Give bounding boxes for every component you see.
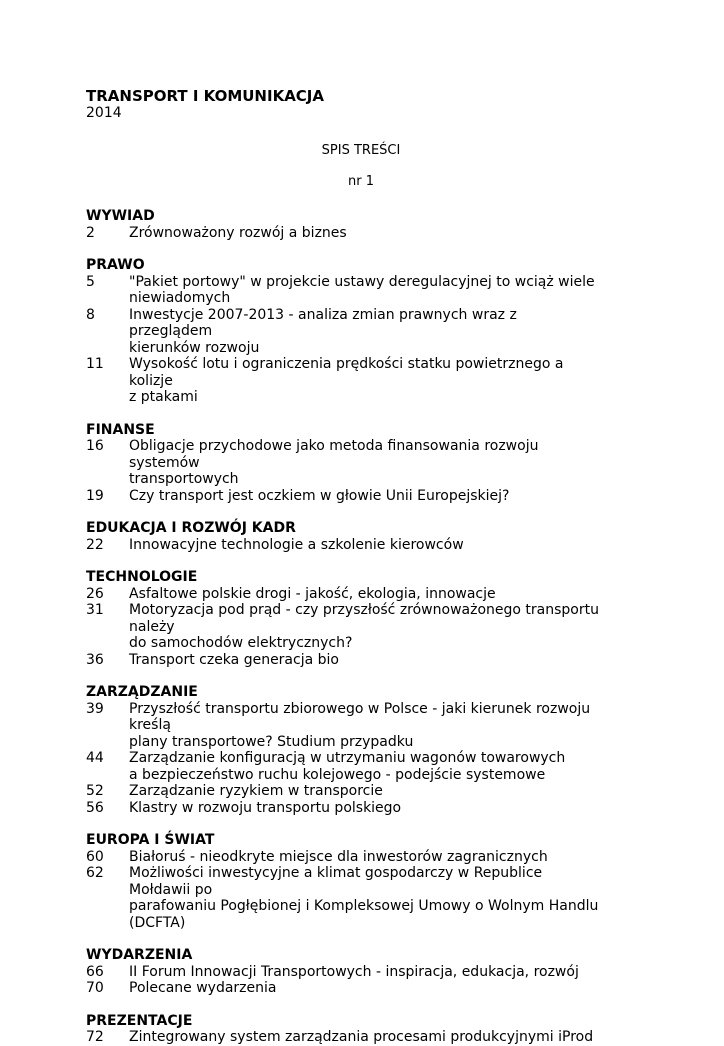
section-title: EUROPA I ŚWIAT	[86, 832, 215, 848]
section-title: FINANSE	[86, 421, 155, 438]
entry-title-line: Transport czeka generacja bio	[129, 651, 339, 668]
entry-title-line: "Pakiet portowy" w projekcie ustawy deregulacyjnej to wciąż wiele	[129, 273, 595, 290]
entry-page-number: 2	[86, 224, 95, 241]
entry-page-number: 72	[86, 1029, 104, 1045]
entry-title	[129, 356, 604, 406]
entry-page-number: 70	[86, 980, 104, 996]
toc-section	[86, 684, 646, 816]
toc-entry	[86, 488, 646, 505]
entry-title	[129, 307, 604, 357]
entry-page-number: 16	[86, 438, 104, 454]
entry-title-line: Przyszłość transportu zbiorowego w Polsce - jaki kierunek rozwoju kreślą	[129, 700, 591, 733]
entry-title-line: z ptakami	[129, 389, 198, 405]
entry-title	[129, 750, 604, 783]
toc-section	[86, 1013, 646, 1046]
entry-page-number: 19	[86, 487, 104, 504]
entry-page-number: 11	[86, 356, 104, 372]
entry-title-line: transportowych	[129, 471, 239, 487]
entry-title-line: Wysokość lotu i ograniczenia prędkości statku powietrznego a kolizje	[129, 356, 564, 389]
toc-entry	[86, 701, 646, 751]
toc-entry	[86, 356, 646, 406]
entry-title	[129, 783, 604, 800]
toc-entry	[86, 980, 646, 997]
entry-title-line: Motoryzacja pod prąd - czy przyszłość zrównoważonego transportu należy	[129, 602, 599, 635]
toc-entry	[86, 1029, 646, 1046]
toc-heading: SPIS TREŚCI	[321, 143, 401, 158]
entry-title-line: parafowaniu Pogłębionej i Kompleksowej Umowy o Wolnym Handlu	[129, 898, 599, 914]
toc-entry	[86, 750, 646, 783]
entry-page-number: 52	[86, 783, 104, 799]
toc-entry	[86, 438, 646, 488]
entry-title-line: Klastry w rozwoju transportu polskiego	[129, 799, 402, 816]
entry-page-number: 60	[86, 848, 104, 865]
toc-entry	[86, 865, 646, 931]
entry-title-line: Obligacje przychodowe jako metoda finansowania rozwoju systemów	[129, 438, 539, 471]
toc-entry	[86, 652, 646, 669]
entry-title	[129, 849, 604, 866]
entry-title-line: Inwestycje 2007-2013 - analiza zmian prawnych wraz z przeglądem	[129, 306, 517, 339]
entry-page-number: 44	[86, 750, 104, 766]
entry-title	[129, 800, 604, 817]
toc-section	[86, 208, 646, 241]
entry-title	[129, 488, 604, 505]
entry-title-line: Innowacyjne technologie a szkolenie kierowców	[129, 536, 464, 553]
entry-page-number: 56	[86, 799, 104, 816]
entry-title-line: Białoruś - nieodkryte miejsce dla inwestorów zagranicznych	[129, 848, 548, 865]
toc-section	[86, 947, 646, 997]
entry-title-line: II Forum Innowacji Transportowych - inspiracja, edukacja, rozwój	[129, 963, 579, 980]
toc-entry	[86, 964, 646, 981]
section-title: ZARZĄDZANIE	[86, 684, 198, 700]
entry-title-line: niewiadomych	[129, 290, 231, 306]
entry-title	[129, 537, 604, 554]
entry-page-number: 22	[86, 536, 104, 553]
entry-title	[129, 602, 604, 652]
toc-section	[86, 257, 646, 406]
journal-year: 2014	[86, 105, 122, 121]
toc-entry	[86, 307, 646, 357]
entry-title	[129, 980, 604, 997]
toc-entry	[86, 537, 646, 554]
entry-title-line: Zrównoważony rozwój a biznes	[129, 224, 347, 241]
entry-title-line: Możliwości inwestycyjne a klimat gospodarczy w Republice Mołdawii po	[129, 865, 543, 898]
entry-title	[129, 964, 604, 981]
section-title: EDUKACJA I ROZWÓJ KADR	[86, 520, 296, 536]
entry-title	[129, 865, 604, 931]
entry-title-line: Polecane wydarzenia	[129, 980, 277, 996]
entry-title-line: Zarządzanie ryzykiem w transporcie	[129, 783, 383, 799]
toc-section	[86, 569, 646, 668]
toc-section	[86, 520, 646, 553]
entry-page-number: 26	[86, 585, 104, 602]
table-of-contents	[86, 208, 646, 1046]
entry-page-number: 62	[86, 865, 104, 881]
entry-title-line: Zintegrowany system zarządzania procesami produkcyjnymi iProd	[129, 1029, 594, 1045]
toc-entry	[86, 274, 646, 307]
toc-entry	[86, 602, 646, 652]
journal-title: TRANSPORT I KOMUNIKACJA	[86, 87, 325, 105]
entry-title	[129, 438, 604, 488]
entry-title	[129, 1029, 604, 1046]
toc-entry	[86, 586, 646, 603]
section-title: PREZENTACJE	[86, 1012, 193, 1029]
document-page	[86, 88, 646, 1046]
entry-title	[129, 652, 604, 669]
entry-title-line: a bezpieczeństwo ruchu kolejowego - podejście systemowe	[129, 766, 546, 783]
toc-section	[86, 832, 646, 931]
toc-entry	[86, 800, 646, 817]
entry-page-number: 31	[86, 602, 104, 618]
entry-title-line: do samochodów elektrycznych?	[129, 635, 353, 651]
entry-page-number: 39	[86, 700, 104, 717]
section-title: TECHNOLOGIE	[86, 569, 198, 585]
entry-title-line: Zarządzanie konfiguracją w utrzymaniu wagonów towarowych	[129, 750, 566, 766]
toc-entry	[86, 225, 646, 242]
entry-title	[129, 225, 604, 242]
entry-title-line: (DCFTA)	[129, 914, 186, 931]
entry-page-number: 8	[86, 306, 95, 323]
entry-title-line: Czy transport jest oczkiem w głowie Unii Europejskiej?	[129, 487, 510, 504]
section-title: PRAWO	[86, 257, 145, 273]
section-title: WYDARZENIA	[86, 947, 193, 963]
toc-entry	[86, 849, 646, 866]
toc-section	[86, 422, 646, 505]
entry-page-number: 36	[86, 651, 104, 668]
entry-page-number: 66	[86, 963, 104, 980]
section-title: WYWIAD	[86, 208, 155, 224]
entry-title-line: plany transportowe? Studium przypadku	[129, 733, 414, 750]
entry-title	[129, 701, 604, 751]
entry-title-line: kierunków rozwoju	[129, 339, 260, 356]
issue-number: nr 1	[348, 174, 374, 189]
entry-title	[129, 586, 604, 603]
entry-title	[129, 274, 604, 307]
entry-page-number: 5	[86, 273, 95, 290]
toc-entry	[86, 783, 646, 800]
entry-title-line: Asfaltowe polskie drogi - jakość, ekologia, innowacje	[129, 585, 496, 602]
